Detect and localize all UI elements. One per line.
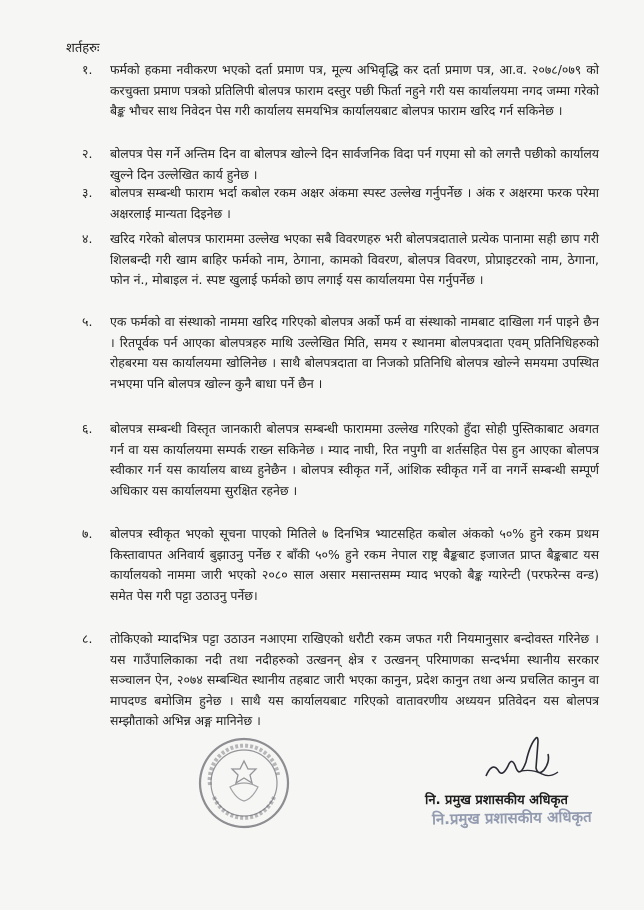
condition-text: बोलपत्र पेस गर्ने अन्तिम दिन वा बोलपत्र खोल्ने दिन सार्वजनिक विदा पर्न गएमा सो को लगत्तै पछीको कार्यालय खुल्ने दिन उल्लेखित कार्य हुनेछ । [110, 146, 599, 182]
condition-number: ५. [82, 314, 93, 329]
condition-item-5 [84, 312, 599, 394]
condition-item-4 [84, 229, 599, 291]
signatory-stamp: नि.प्रमुख प्रशासकीय अधिकृत [431, 807, 592, 829]
condition-text: बोलपत्र सम्बन्धी विस्तृत जानकारी बोलपत्र सम्बन्धी फाराममा उल्लेख गरिएको हुँदा सोही पुस्तिकाबाट अवगत गर्न वा यस कार्यालयमा सम्पर्क राख्न सकिनेछ । म्याद नाघी, रित नपुगी वा शर्तसहित पेस हुन आएका बोलपत्र स्वीकार गर्न यस कार्यालय बाध्य हुनेछैन । बोलपत्र स्वीकृत गर्ने, आंशिक स्वीकृत गर्ने वा नगर्ने सम्बन्धी सम्पूर्ण अधिकार यस कार्यालयमा सुरक्षित रहनेछ । [110, 421, 599, 498]
condition-text: तोकिएको म्यादभित्र पट्टा उठाउन नआएमा राखिएको धरौटी रकम जफत गरी नियमानुसार बन्दोवस्त गरिनेछ । यस गाउँपालिकाका नदी तथा नदीहरुको उत्खनन् क्षेत्र र उत्खनन् परिमाणका सन्दर्भमा स्थानीय सरकार सञ्चालन ऐन, २०७४ सम्बन्धित स्थानीय तहबाट जारी भएका कानुन, प्रदेश कानुन तथा अन्य प्रचलित कानुन वा मापदण्ड बमोजिम हुनेछ । साथै यस कार्यालयबाट गरिएको वातावरणीय अध्ययन प्रतिवेदन यस बोलपत्र सम्झौताको अभिन्न अङ्ग मानिनेछ । [110, 631, 599, 729]
signature-scribble [478, 732, 564, 790]
condition-item-6 [84, 419, 599, 501]
condition-number: ७. [82, 526, 93, 541]
condition-item-2 [84, 144, 599, 185]
signatory-title: नि. प्रमुख प्रशासकीय अधिकृत [425, 793, 568, 808]
condition-item-8 [84, 629, 599, 732]
condition-text: फर्मको हकमा नवीकरण भएको दर्ता प्रमाण पत्र, मूल्य अभिवृद्धि कर दर्ता प्रमाण पत्र, आ.व. २०७८/०७९ को करचुक्ता प्रमाण पत्रको प्रतिलिपी बोलपत्र फाराम दस्तुर पछी फिर्ता नहुने गरी यस कार्यालयमा नगद जम्मा गरेको बैङ्क भौचर साथ निवेदन पेस गरी कार्यालय समयभित्र कार्यालयबाट बोलपत्र फाराम खरिद गर्न सकिनेछ । [110, 62, 599, 119]
condition-text: बोलपत्र सम्बन्धी फाराम भर्दा कबोल रकम अक्षर अंकमा स्पस्ट उल्लेख गर्नुपर्नेछ । अंक र अक्षरमा फरक परेमा अक्षरलाई मान्यता दिइनेछ । [110, 185, 599, 221]
condition-number: १. [82, 62, 93, 77]
office-seal [196, 735, 292, 831]
condition-number: ८. [82, 631, 93, 646]
condition-number: २. [82, 146, 93, 161]
condition-text: बोलपत्र स्वीकृत भएको सूचना पाएको मितिले ७ दिनभित्र भ्याटसहित कबोल अंकको ५०% हुने रकम प्रथम किस्तावापत अनिवार्य बुझाउनु पर्नेछ र बाँकी ५०% हुने रकम नेपाल राष्ट्र बैङ्कबाट इजाजत प्राप्त बैङ्कबाट यस कार्यालयको नाममा जारी भएको २०८० साल असार मसान्तसम्म म्याद भएको बैङ्क ग्यारेन्टी (परफरेन्स वन्ड) समेत पेस गरी पट्टा उठाउनु पर्नेछ। [110, 526, 599, 603]
condition-item-3 [84, 183, 599, 224]
condition-item-7 [84, 524, 599, 606]
condition-item-1 [84, 60, 599, 122]
condition-number: ३. [82, 185, 93, 200]
condition-number: ६. [82, 421, 93, 436]
condition-number: ४. [82, 231, 93, 246]
condition-text: एक फर्मको वा संस्थाको नाममा खरिद गरिएको बोलपत्र अर्को फर्म वा संस्थाको नामबाट दाखिला गर्न पाइने छैन । रितपूर्वक पर्न आएका बोलपत्रहरु माथि उल्लेखित मिति, समय र स्थानमा बोलपत्रदाता एवम् प्रतिनिधिहरुको रोहबरमा यस कार्यालयमा खोलिनेछ । साथै बोलपत्रदाता वा निजको प्रतिनिधि बोलपत्र खोल्ने समयमा उपस्थित नभएमा पनि बोलपत्र खोल्न कुनै बाधा पर्ने छैन । [110, 314, 599, 391]
conditions-heading: शर्तहरुः [66, 41, 100, 56]
condition-text: खरिद गरेको बोलपत्र फाराममा उल्लेख भएका सबै विवरणहरु भरी बोलपत्रदाताले प्रत्येक पानामा सही छाप गरी शिलबन्दी गरी खाम बाहिर फर्मको नाम, ठेगाना, कामको विवरण, बोलपत्र विवरण, प्रोप्राइटरको नाम, ठेगाना, फोन नं., मोबाइल नं. स्पष्ट खुलाई फर्मको छाप लगाई यस कार्यालयमा पेस गर्नुपर्नेछ । [110, 231, 599, 288]
